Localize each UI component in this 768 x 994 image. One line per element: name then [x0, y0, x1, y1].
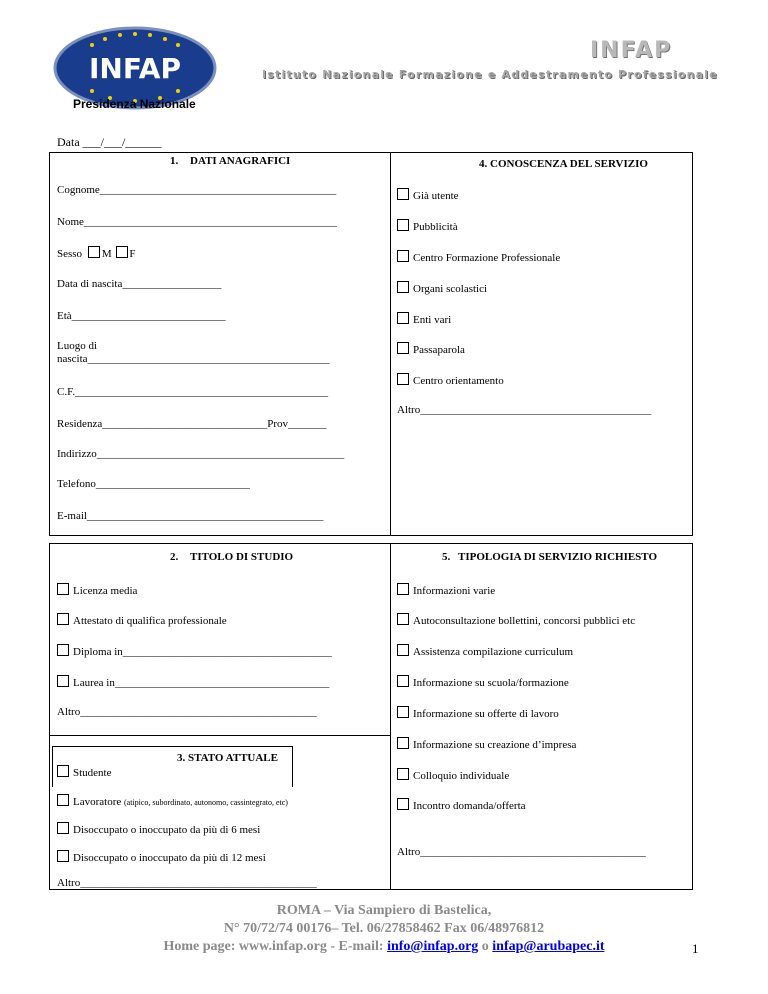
telefono-field[interactable]: Telefono____________________________ [57, 478, 250, 490]
s2-option-2-checkbox[interactable] [57, 644, 69, 656]
brand-subtitle: Istituto Nazionale Formazione e Addestramento Professionale [262, 68, 718, 81]
s3-disoccupato-12-label: Disoccupato o inoccupato da più di 12 mesi [73, 852, 266, 864]
footer-contacts: N° 70/72/74 00176– Tel. 06/27858462 Fax 06/48976812 [223, 921, 545, 936]
section-1-number: 1. [170, 155, 179, 167]
s2-option-1[interactable] [57, 613, 227, 627]
s3-studente-label: Studente [73, 767, 112, 779]
s5-option-6[interactable] [397, 768, 509, 782]
s4-option-4-checkbox[interactable] [397, 312, 409, 324]
s5-option-0[interactable] [397, 583, 495, 597]
s2-option-3-label: Laurea in_______________________________________ [73, 677, 330, 689]
section-5-number: 5. [442, 551, 451, 563]
s4-option-5-label: Passaparola [413, 344, 465, 356]
s4-option-1-label: Pubblicità [413, 221, 458, 233]
eta-field[interactable]: Età____________________________ [57, 310, 226, 322]
indirizzo-field[interactable]: Indirizzo_____________________________________________ [57, 448, 345, 460]
s3-disoccupato-12-checkbox[interactable] [57, 850, 69, 862]
footer-homepage: Home page: www.infap.org - E-mail: [163, 939, 388, 954]
s5-option-2-label: Assistenza compilazione curriculum [413, 646, 574, 658]
s3-altro-field[interactable]: Altro___________________________________________ [57, 877, 317, 889]
s4-option-2-checkbox[interactable] [397, 250, 409, 262]
sesso-label: Sesso [57, 248, 83, 260]
s2-option-2[interactable] [57, 644, 332, 658]
s3-disoccupato-6[interactable] [57, 822, 260, 836]
cognome-field[interactable]: Cognome___________________________________________ [57, 184, 337, 196]
s5-option-5[interactable] [397, 737, 576, 751]
s5-option-4-checkbox[interactable] [397, 706, 409, 718]
s4-option-5[interactable] [397, 342, 465, 356]
s3-lavoratore-label: Lavoratore [73, 796, 122, 808]
s4-option-4[interactable] [397, 312, 451, 326]
email-link-pec[interactable]: infap@arubapec.it [492, 939, 605, 954]
section-2-number: 2. [170, 551, 179, 563]
s4-option-6[interactable] [397, 373, 504, 387]
s4-option-1[interactable] [397, 219, 458, 233]
sesso-row [57, 246, 135, 260]
s4-option-0-label: Già utente [413, 190, 459, 202]
s3-disoccupato-12[interactable] [57, 850, 266, 864]
s4-option-3[interactable] [397, 281, 487, 295]
s4-option-2[interactable] [397, 250, 560, 264]
s3-studente[interactable] [57, 765, 112, 779]
s3-lavoratore[interactable] [57, 794, 288, 808]
s2-option-1-checkbox[interactable] [57, 613, 69, 625]
cf-field[interactable]: C.F.______________________________________________ [57, 386, 329, 398]
s2-altro-field[interactable]: Altro___________________________________________ [57, 706, 317, 718]
s5-option-5-checkbox[interactable] [397, 737, 409, 749]
email-field[interactable]: E-mail___________________________________________ [57, 510, 324, 522]
s5-option-3-checkbox[interactable] [397, 675, 409, 687]
s5-altro-field[interactable]: Altro_________________________________________ [397, 846, 646, 858]
s5-option-6-label: Colloquio individuale [413, 770, 510, 782]
section-1-title: DATI ANAGRAFICI [190, 155, 291, 167]
s4-option-3-label: Organi scolastici [413, 283, 488, 295]
section-5-title: TIPOLOGIA DI SERVIZIO RICHIESTO [458, 551, 657, 563]
s4-option-2-label: Centro Formazione Professionale [413, 252, 561, 264]
s4-option-5-checkbox[interactable] [397, 342, 409, 354]
s5-option-7-label: Incontro domanda/offerta [413, 800, 526, 812]
s2-option-2-label: Diploma in______________________________________ [73, 646, 332, 658]
s4-option-0-checkbox[interactable] [397, 188, 409, 200]
s5-option-4[interactable] [397, 706, 559, 720]
s5-option-4-label: Informazione su offerte di lavoro [413, 708, 559, 720]
s5-option-0-checkbox[interactable] [397, 583, 409, 595]
s4-option-1-checkbox[interactable] [397, 219, 409, 231]
section-divider [390, 152, 391, 535]
s4-option-4-label: Enti vari [413, 314, 452, 326]
s4-option-6-checkbox[interactable] [397, 373, 409, 385]
sesso-m-checkbox[interactable] [88, 246, 100, 258]
data-nascita-field[interactable]: Data di nascita__________________ [57, 278, 222, 290]
nome-field[interactable]: Nome______________________________________________ [57, 216, 337, 228]
luogo-nascita-label: Luogo di [57, 340, 98, 352]
section-4-title: 4. CONOSCENZA DEL SERVIZIO [479, 158, 648, 170]
section-3-title: 3. STATO ATTUALE [177, 752, 278, 764]
s5-option-5-label: Informazione su creazione d’impresa [413, 739, 577, 751]
s5-option-1[interactable] [397, 613, 635, 627]
s4-option-0[interactable] [397, 188, 459, 202]
s5-option-0-label: Informazioni varie [413, 585, 496, 597]
date-field[interactable]: Data ___/___/______ [57, 135, 162, 149]
brand-title: INFAP [590, 38, 673, 63]
s3-lavoratore-checkbox[interactable] [57, 794, 69, 806]
s2-option-1-label: Attestato di qualifica professionale [73, 615, 227, 627]
s2-option-0[interactable] [57, 583, 137, 597]
footer-web [0, 939, 768, 955]
s5-option-1-checkbox[interactable] [397, 613, 409, 625]
s5-option-7-checkbox[interactable] [397, 798, 409, 810]
luogo-nascita-field[interactable]: nascita____________________________________________ [57, 353, 330, 365]
s5-option-3[interactable] [397, 675, 569, 689]
email-link-info[interactable]: info@infap.org [387, 939, 479, 954]
s2-option-0-label: Licenza media [73, 585, 138, 597]
section-2-bottom-line [49, 735, 390, 736]
sesso-f-checkbox[interactable] [116, 246, 128, 258]
s5-option-6-checkbox[interactable] [397, 768, 409, 780]
s5-option-2-checkbox[interactable] [397, 644, 409, 656]
residenza-field[interactable]: Residenza______________________________Prov_______ [57, 418, 327, 430]
presidency-label: Presidenza Nazionale [73, 97, 196, 111]
footer-address: ROMA – Via Sampiero di Bastelica, [276, 903, 492, 918]
sesso-f-label: F [129, 248, 136, 260]
s5-option-2[interactable] [397, 644, 573, 658]
s3-disoccupato-6-checkbox[interactable] [57, 822, 69, 834]
page-number: 1 [692, 941, 699, 956]
s3-studente-checkbox[interactable] [57, 765, 69, 777]
s3-lavoratore-note: (atipico, subordinato, autonomo, cassintegrato, etc) [124, 798, 288, 807]
logo-text: INFAP [89, 52, 181, 85]
s4-altro-field[interactable]: Altro__________________________________________ [397, 404, 652, 416]
s2-option-3[interactable] [57, 675, 329, 689]
s4-option-6-label: Centro orientamento [413, 375, 504, 387]
footer-or: o [478, 939, 493, 954]
s3-disoccupato-6-label: Disoccupato o inoccupato da più di 6 mesi [73, 824, 261, 836]
s5-option-1-label: Autoconsultazione bollettini, concorsi pubblici etc [413, 615, 636, 627]
s4-option-3-checkbox[interactable] [397, 281, 409, 293]
s5-option-7[interactable] [397, 798, 526, 812]
section-divider-2 [390, 543, 391, 889]
sesso-m-label: M [101, 248, 112, 260]
s2-option-3-checkbox[interactable] [57, 675, 69, 687]
s5-option-3-label: Informazione su scuola/formazione [413, 677, 569, 689]
section-2-title: TITOLO DI STUDIO [190, 551, 294, 563]
s2-option-0-checkbox[interactable] [57, 583, 69, 595]
